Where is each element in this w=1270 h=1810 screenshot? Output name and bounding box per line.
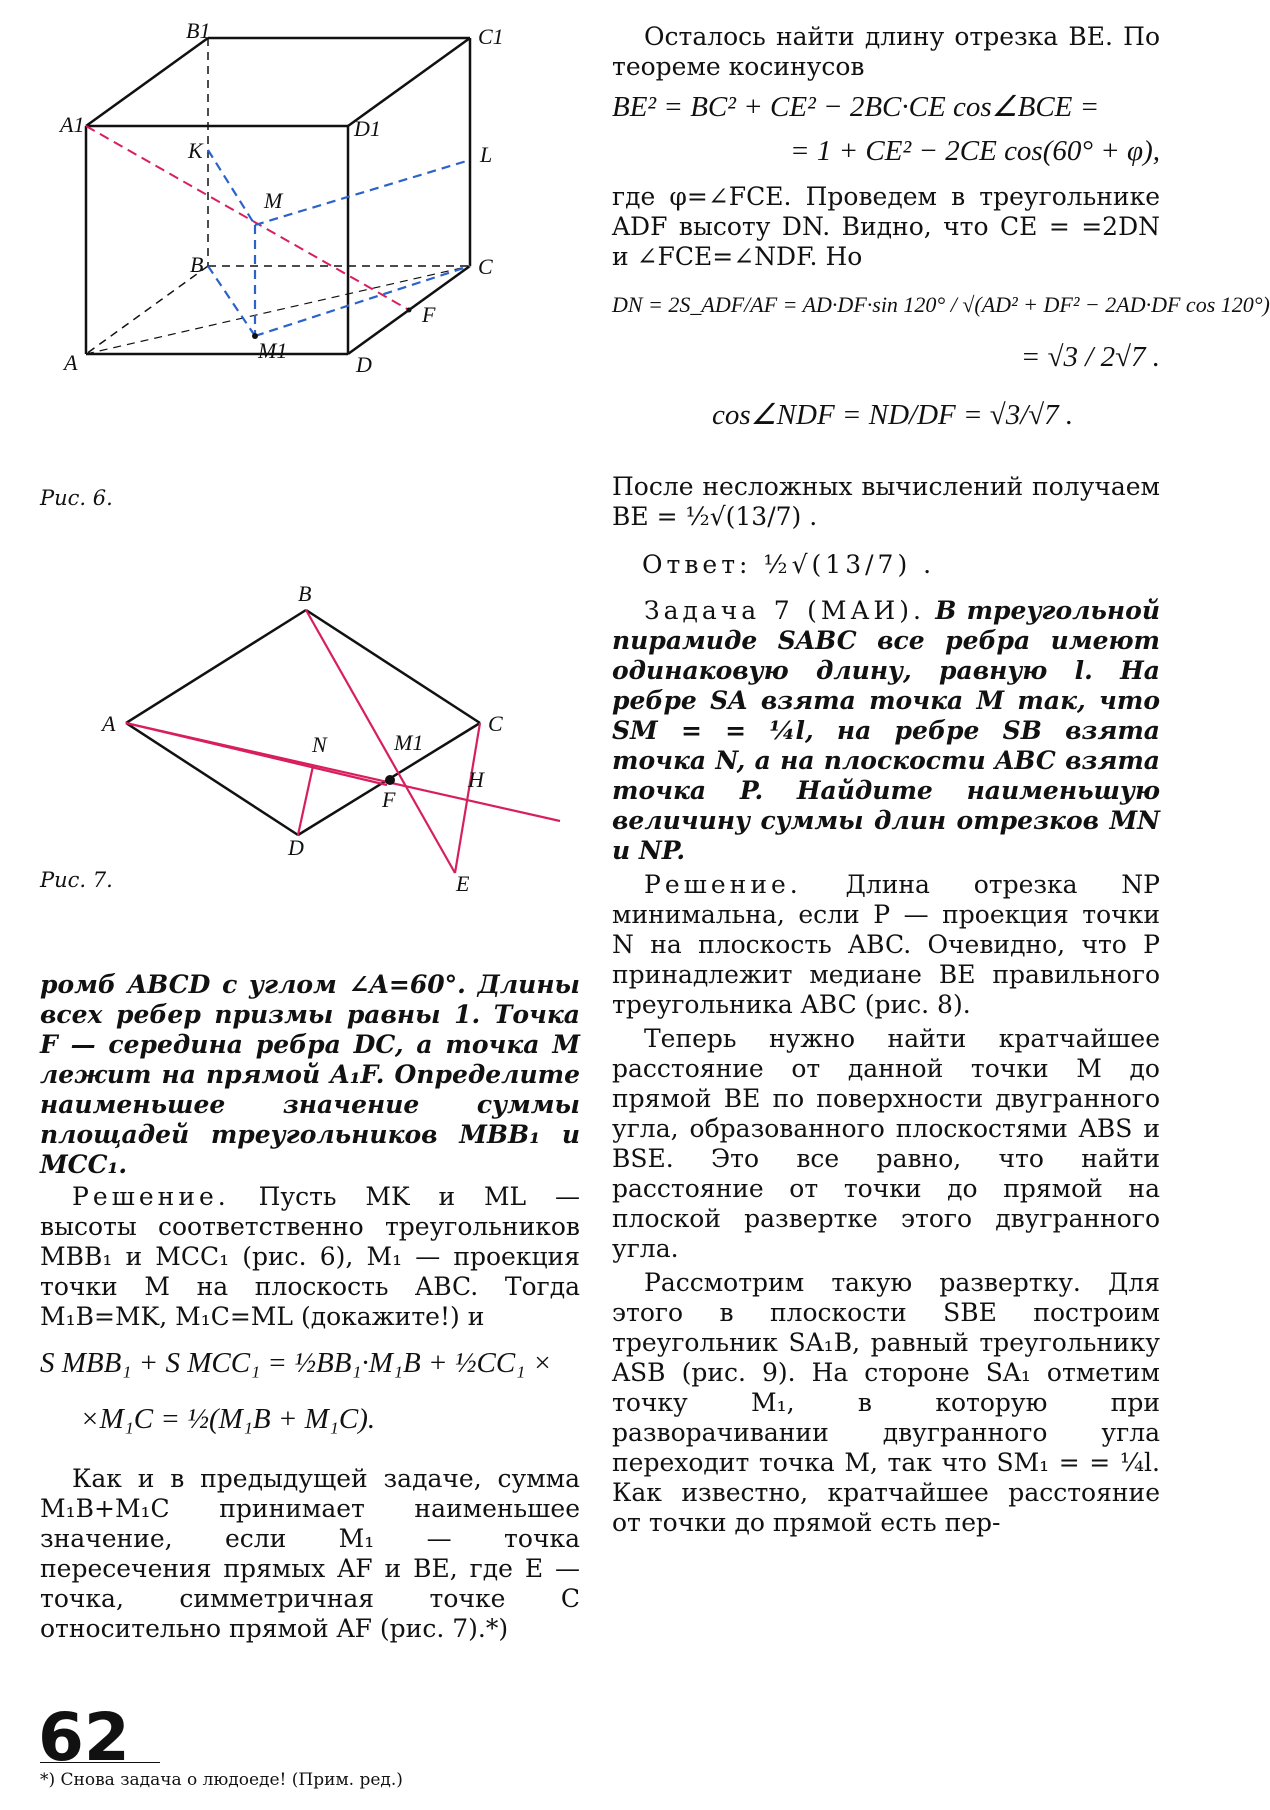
label-C: C: [478, 254, 493, 279]
right-paragraph-5: Рассмотрим такую развертку. Для этого в плоскости SBE построим треугольник SA₁B, равный треугольнику ASB (рис. 9). На стороне SA₁ отметим точку M₁, в которую при разворачивании двугранного угла переходит точка M, так что SM₁ = = ¼l. Как известно, кратчайшее расстояние от точки до прямой есть пер-: [612, 1268, 1160, 1537]
right-paragraph-1: Осталось найти длину отрезка BE. По теореме косинусов: [612, 22, 1160, 81]
label-B: B: [190, 252, 204, 277]
label-B1: B1: [186, 18, 211, 43]
task-7-solution: [612, 870, 1160, 1020]
label-F: F: [422, 302, 436, 327]
task-7-solution-heading: Решение.: [644, 870, 802, 899]
label-A: A: [64, 350, 78, 375]
fig7-label-C: C: [488, 711, 503, 736]
formula-line-2: ×M₁C = ½(M₁B + M₁C).: [80, 1403, 376, 1435]
fig7-label-N: N: [312, 732, 327, 757]
fig7-label-H: H: [468, 767, 484, 792]
label-D1: D1: [354, 116, 381, 141]
solution-heading: Решение.: [72, 1182, 230, 1211]
fig7-label-A: A: [102, 711, 116, 736]
label-K: K: [188, 138, 203, 163]
fig7-label-F: F: [382, 787, 396, 812]
footnote: *) Снова задача о людоеде! (Прим. ред.): [40, 1770, 403, 1790]
task-7-paragraph: [612, 596, 1160, 866]
right-paragraph-2: где φ=∠FCE. Проведем в треугольнике ADF высоту DN. Видно, что CE = =2DN и ∠FCE=∠NDF. Но: [612, 182, 1160, 271]
answer: Ответ: ½√(13/7) .: [642, 550, 936, 579]
figure-6-svg: [40, 20, 520, 420]
figure-7-svg: [100, 581, 570, 905]
label-D: D: [356, 352, 372, 377]
fig7-label-D: D: [288, 835, 304, 860]
equation-3: DN = 2S_ADF/AF = AD·DF·sin 120° / √(AD² + DF² − 2AD·DF cos 120°): [612, 292, 1270, 317]
page-number: 62: [38, 1699, 130, 1776]
right-column: [612, 22, 1270, 1538]
task-7-heading: Задача 7 (МАИ).: [644, 596, 925, 625]
label-M1: M1: [258, 338, 288, 363]
figure-7-caption: Рис. 7.: [40, 868, 113, 892]
equation-2: = 1 + CE² − 2CE cos(60° + φ),: [790, 135, 1160, 167]
equation-1: BE² = BC² + CE² − 2BC·CE cos∠BCE =: [612, 91, 1100, 123]
right-paragraph-4: Теперь нужно найти кратчайшее расстояние от данной точки M до прямой BE по поверхности двугранного угла, образованного плоскостями ABS и BSE. Это все равно, что найти расстояние от точки до прямой на плоской развертке этого двугранного угла.: [612, 1024, 1160, 1263]
figure-6: [40, 20, 520, 420]
label-A1: A1: [60, 112, 85, 137]
problem-continuation: ромб ABCD с углом ∠A=60°. Длины всех ребер призмы равны 1. Точка F — середина ребра DC, а точка M лежит на прямой A₁F. Определите наименьшее значение суммы площадей треугольников MBB₁ и MCC₁.: [40, 970, 580, 1179]
label-C1: C1: [478, 24, 504, 49]
figure-6-caption: Рис. 6.: [40, 486, 113, 510]
equation-5: cos∠NDF = ND/DF = √3/√7 .: [712, 399, 1074, 431]
equation-4: = √3 / 2√7 .: [1020, 341, 1160, 373]
task-7-text: В треугольной пирамиде SABC все ребра имеют одинаковую длину, равную l. На ребре SA взята точка M так, что SM = = ¼l, на ребре SB взята точка N, а на плоскости ABC взята точка P. Найдите наименьшую величину суммы длин отрезков MN и NP.: [612, 596, 1160, 865]
fig7-label-E: E: [456, 871, 470, 896]
formula-line-1: S MBB₁ + S MCC₁ = ½BB₁·M₁B + ½CC₁ ×: [40, 1347, 553, 1379]
solution-text: Пусть MK и ML — высоты соответственно треугольников MBB₁ и MCC₁ (рис. 6), M₁ — проекция точки M на плоскость ABC. Тогда M₁B=MK, M₁C=ML (докажите!) и: [40, 1182, 580, 1331]
paragraph-sum: Как и в предыдущей задаче, сумма M₁B+M₁C принимает наименьшее значение, если M₁ — точка пересечения прямых AF и BE, где E — точка, симметричная точке C относительно прямой AF (рис. 7).*): [40, 1464, 580, 1643]
figure-7: [100, 581, 570, 905]
fig7-label-M1: M1: [394, 730, 424, 755]
solution-paragraph: [40, 1182, 580, 1332]
label-M: M: [264, 188, 283, 213]
fig7-label-B: B: [298, 581, 312, 606]
task-7-solution-text: Длина отрезка NP минимальна, если P — проекция точки N на плоскость ABC. Очевидно, что P принадлежит медиане BE правильного треугольника ABC (рис. 8).: [612, 870, 1160, 1019]
left-column: [40, 970, 580, 1644]
label-L: L: [480, 142, 493, 167]
right-paragraph-3: После несложных вычислений получаем BE = ½√(13/7) .: [612, 472, 1160, 531]
